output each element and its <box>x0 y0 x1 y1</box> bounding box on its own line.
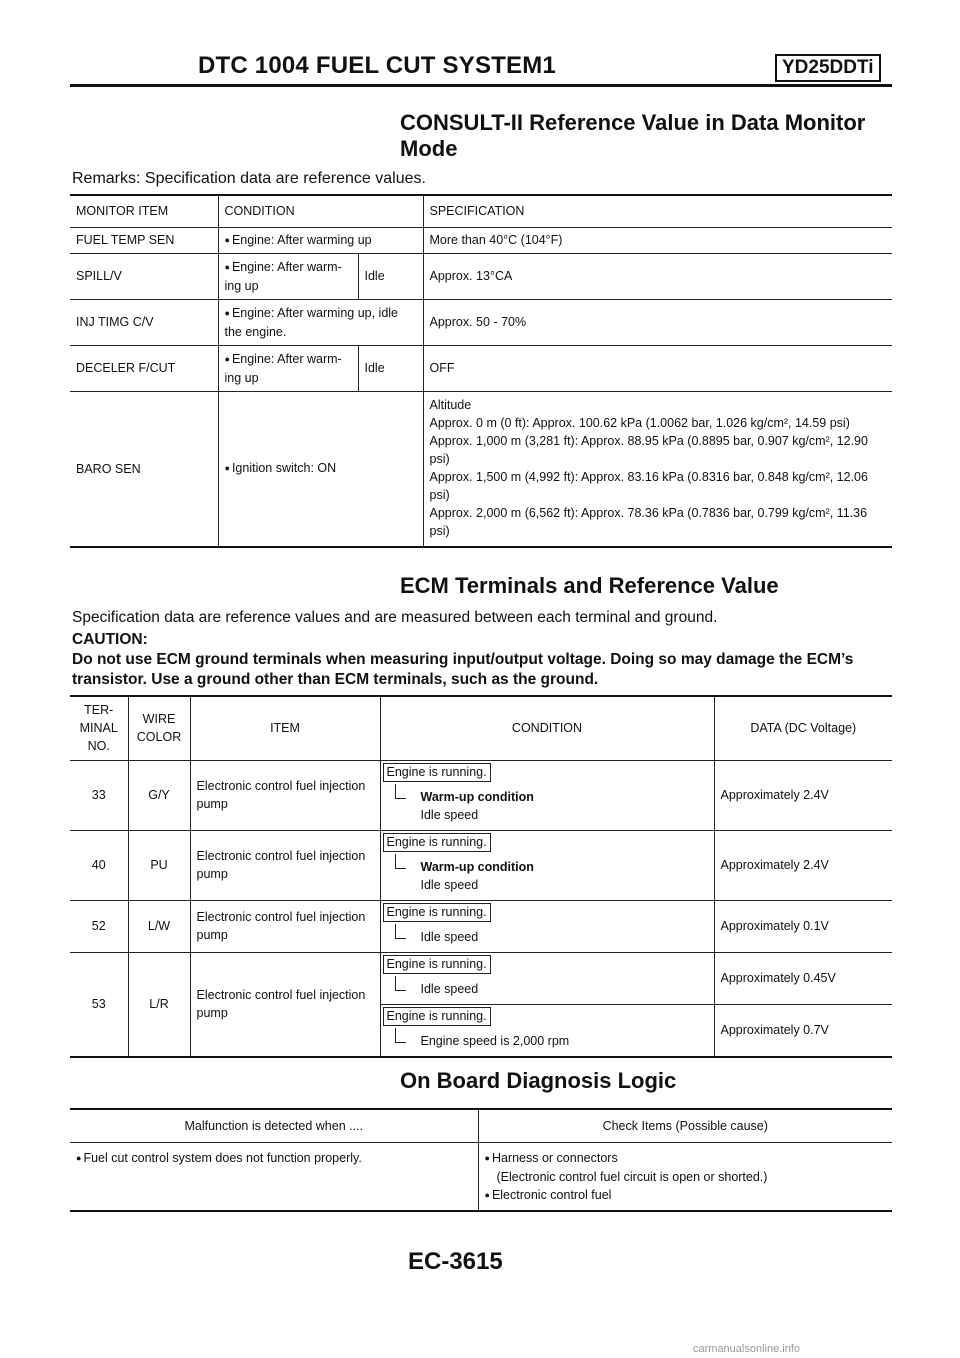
table-row <box>70 253 892 299</box>
condition-box: Engine is running. <box>383 763 491 782</box>
table-header-row <box>70 195 892 227</box>
data-value: Approximately 2.4V <box>714 830 892 900</box>
condition: ● Engine: After warming up <box>218 227 423 253</box>
engine-badge: YD25DDTi <box>775 54 881 82</box>
condition-detail: Idle speed <box>383 980 712 998</box>
condition-box: Engine is running. <box>383 955 491 974</box>
monitor-item: FUEL TEMP SEN <box>70 227 218 253</box>
section-note: Specification data are reference values and are measured between each terminal and ground. <box>72 609 718 626</box>
spec-line: Approx. 1,000 m (3,281 ft): Approx. 88.95 kPa (0.8895 bar, 0.907 kg/cm², 12.90 psi) <box>429 433 868 466</box>
item: Electronic control fuel injection pump <box>190 830 380 900</box>
col-header: SPECIFICATION <box>423 195 892 227</box>
table-row <box>70 227 892 253</box>
condition-detail: Idle speed <box>383 928 712 946</box>
condition-box: Engine is running. <box>383 903 491 922</box>
wire-color: PU <box>128 830 190 900</box>
table-row <box>70 345 892 391</box>
table-row <box>70 760 892 830</box>
col-header: TER-MINAL NO. <box>70 696 128 760</box>
col-header: DATA (DC Voltage) <box>714 696 892 760</box>
condition: ● Engine: After warming up, idle the engine. <box>218 299 423 345</box>
item: Electronic control fuel injection pump <box>190 760 380 830</box>
terminal-no: 33 <box>70 760 128 830</box>
specification: Approx. 50 - 70% <box>423 299 892 345</box>
header-rule <box>70 84 892 87</box>
condition-detail: Engine speed is 2,000 rpm <box>383 1032 712 1050</box>
bullet-icon <box>485 1188 492 1202</box>
section-title-obd-logic: On Board Diagnosis Logic <box>400 1068 677 1093</box>
condition: ● Engine: After warm-ing up <box>218 345 358 391</box>
malfunction-detected: ● Fuel cut control system does not function properly. <box>70 1143 478 1211</box>
check-item: ● Harness or connectors <box>485 1149 887 1168</box>
table-row <box>70 900 892 952</box>
check-item: ● Electronic control fuel <box>485 1186 887 1205</box>
condition-box: Engine is running. <box>383 1007 491 1026</box>
data-monitor-table <box>70 194 892 548</box>
spec-line: Approx. 1,500 m (4,992 ft): Approx. 83.16 kPa (0.8316 bar, 0.848 kg/cm², 12.06 psi) <box>429 469 868 502</box>
terminal-no: 53 <box>70 952 128 1057</box>
page-number: EC-3615 <box>408 1248 503 1275</box>
bullet-icon <box>225 260 232 274</box>
monitor-item: DECELER F/CUT <box>70 345 218 391</box>
col-header: ITEM <box>190 696 380 760</box>
page-header-title: DTC 1004 FUEL CUT SYSTEM1 <box>198 52 556 79</box>
bullet-icon <box>485 1151 492 1165</box>
spec-line: Approx. 2,000 m (6,562 ft): Approx. 78.36 kPa (0.7836 bar, 0.799 kg/cm², 11.36 psi) <box>429 505 868 538</box>
item: Electronic control fuel injection pump <box>190 952 380 1057</box>
table-row <box>70 830 892 900</box>
section-title-consult: CONSULT-II Reference Value in Data Monitor Mode <box>400 110 866 161</box>
condition: ● Engine: After warm-ing up <box>218 253 358 299</box>
terminal-no: 52 <box>70 900 128 952</box>
condition <box>380 830 714 900</box>
section-remark: Remarks: Specification data are reference values. <box>72 170 426 187</box>
specification: More than 40°C (104°F) <box>423 227 892 253</box>
col-header: CONDITION <box>380 696 714 760</box>
specification: OFF <box>423 345 892 391</box>
bullet-icon <box>225 233 232 247</box>
condition-detail: Warm-up condition Idle speed <box>383 858 712 894</box>
table-row <box>70 1143 892 1211</box>
table-row <box>70 391 892 547</box>
data-value: Approximately 0.45V <box>714 952 892 1004</box>
condition-box: Engine is running. <box>383 833 491 852</box>
col-header: WIRE COLOR <box>128 696 190 760</box>
data-value: Approximately 0.7V <box>714 1004 892 1057</box>
monitor-item: SPILL/V <box>70 253 218 299</box>
table-header-row <box>70 696 892 760</box>
monitor-item: BARO SEN <box>70 391 218 547</box>
condition: ● Ignition switch: ON <box>218 391 423 547</box>
monitor-item: INJ TIMG C/V <box>70 299 218 345</box>
col-header: MONITOR ITEM <box>70 195 218 227</box>
col-header: CONDITION <box>218 195 423 227</box>
bullet-icon <box>225 352 232 366</box>
col-header: Malfunction is detected when .... <box>70 1109 478 1143</box>
spec-line: Altitude <box>429 397 472 412</box>
spec-line: Approx. 0 m (0 ft): Approx. 100.62 kPa (1.0062 bar, 1.026 kg/cm², 14.59 psi) <box>429 415 850 430</box>
sub-condition: Idle <box>358 345 423 391</box>
ecm-terminal-table <box>70 695 892 1058</box>
bullet-icon <box>225 461 232 475</box>
caution-block <box>72 630 894 690</box>
item: Electronic control fuel injection pump <box>190 900 380 952</box>
wire-color: L/W <box>128 900 190 952</box>
watermark: carmanualsonline.info <box>693 1343 801 1355</box>
table-row <box>70 952 892 1004</box>
bullet-icon <box>225 306 232 320</box>
wire-color: L/R <box>128 952 190 1057</box>
condition <box>380 760 714 830</box>
condition <box>380 952 714 1004</box>
col-header: Check Items (Possible cause) <box>478 1109 892 1143</box>
condition <box>380 1004 714 1057</box>
specification: Approx. 13°CA <box>423 253 892 299</box>
table-header-row <box>70 1109 892 1143</box>
table-row <box>70 299 892 345</box>
condition <box>380 900 714 952</box>
section-title-ecm-terminals: ECM Terminals and Reference Value <box>400 573 779 598</box>
condition-detail: Warm-up condition Idle speed <box>383 788 712 824</box>
obd-logic-table <box>70 1108 892 1212</box>
terminal-no: 40 <box>70 830 128 900</box>
sub-condition: Idle <box>358 253 423 299</box>
data-value: Approximately 0.1V <box>714 900 892 952</box>
caution-title: CAUTION: <box>72 631 148 648</box>
caution-text: Do not use ECM ground terminals when measuring input/output voltage. Doing so may damage the ECM’s transistor. Use a ground other than ECM terminals, such as the ground. <box>72 651 854 688</box>
data-value: Approximately 2.4V <box>714 760 892 830</box>
check-items <box>478 1143 892 1211</box>
wire-color: G/Y <box>128 760 190 830</box>
check-item-detail: (Electronic control fuel circuit is open or shorted.) <box>496 1170 768 1184</box>
specification <box>423 391 892 547</box>
